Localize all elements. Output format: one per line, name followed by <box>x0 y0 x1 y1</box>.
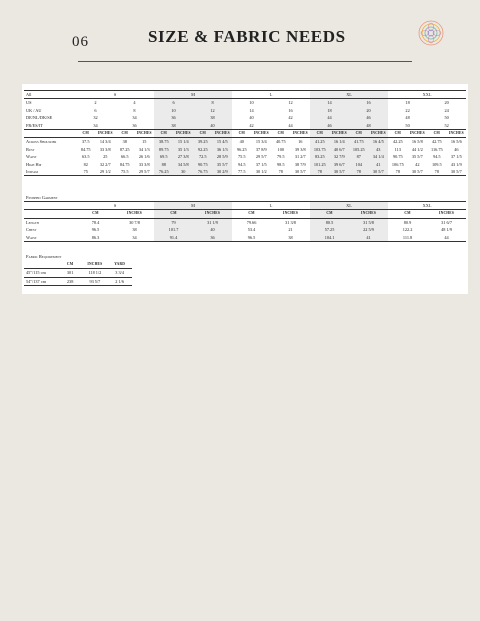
size-value: 10 <box>249 100 254 106</box>
size-value: 42 <box>288 115 293 121</box>
garment-unit-header: INCHES <box>193 210 232 218</box>
size-value: 22 <box>405 107 410 113</box>
measurement-value: 30 1/2 <box>252 168 272 176</box>
unit-header: INCHES <box>291 130 311 138</box>
measurement-value: 16 5/6 <box>450 139 462 145</box>
measurement-value: 35 5/7 <box>411 154 423 160</box>
size-system-label: All <box>24 91 76 99</box>
size-value: 14 <box>249 107 254 113</box>
measurement-value: 42 <box>415 161 420 167</box>
measurement-value: 78 <box>310 168 330 176</box>
measurement-value: 16 <box>298 139 303 145</box>
measurement-label: High Hip <box>26 161 42 167</box>
garment-unit-header: INCHES <box>271 210 310 218</box>
size-value: 44 <box>271 122 310 130</box>
garment-unit-header: INCHES <box>427 210 466 218</box>
garment-value: 36 <box>193 234 232 242</box>
measurement-value: 100 <box>277 146 284 152</box>
measurement-value: 75.5 <box>238 154 246 160</box>
fabric-requirement-heading: Fabric Requirement <box>26 254 62 259</box>
size-value: 40 <box>193 122 232 130</box>
unit-header-row <box>24 130 466 138</box>
measurement-value: 41.25 <box>310 138 330 146</box>
garment-unit-header: CM <box>232 210 271 218</box>
measurement-value: 40 6/7 <box>330 146 350 153</box>
measurement-value: 34 1/4 <box>369 153 389 160</box>
size-value: 46 <box>349 114 388 121</box>
unit-header: INCHES <box>330 130 350 138</box>
measurement-row <box>24 138 466 146</box>
size-value: 50 <box>444 115 449 121</box>
garment-unit-header: CM <box>76 210 115 218</box>
fabric-row <box>24 269 132 277</box>
measurement-value: 94.5 <box>433 154 441 160</box>
measurement-value: 101.25 <box>310 161 330 168</box>
garment-value: 101.7 <box>154 226 193 233</box>
size-value: 18 <box>405 100 410 106</box>
measurement-value: 116.75 <box>430 146 443 152</box>
unit-header: INCHES <box>252 130 272 138</box>
measurement-value: 78 <box>271 168 291 176</box>
measurement-row <box>24 168 466 176</box>
measurement-value: 40.75 <box>275 139 286 145</box>
measurement-value: 103.75 <box>310 146 330 153</box>
size-header: L <box>232 91 310 99</box>
garment-row <box>24 218 466 226</box>
fabric-width-label: 45"/115 cm <box>24 269 58 277</box>
measurement-value: 30 5/7 <box>291 168 311 176</box>
garment-value: 86.3 <box>76 234 115 242</box>
garment-row <box>24 234 466 242</box>
measurement-value: 37 8/9 <box>255 146 267 152</box>
page-title: SIZE & FABRIC NEEDS <box>148 27 346 46</box>
size-value: 10 <box>154 107 193 114</box>
measurement-value: 79.5 <box>277 154 285 160</box>
measurement-value: 28 5/9 <box>213 153 233 160</box>
garment-value: 31 6/7 <box>441 219 452 225</box>
size-header: XL <box>310 91 388 99</box>
garment-label: Chest <box>26 227 37 233</box>
garment-label: Waist <box>24 234 76 242</box>
size-value: 4 <box>133 100 136 106</box>
measurement-value: 88 <box>154 161 174 168</box>
measurement-value: 25 <box>103 154 108 160</box>
measurement-value: 46 <box>454 146 459 152</box>
measurement-value: 16 5/8 <box>411 139 423 145</box>
unit-header: INCHES <box>174 130 194 138</box>
garment-value: 30 7/8 <box>129 219 140 225</box>
size-value: 14 <box>310 99 349 107</box>
size-value: 6 <box>154 99 193 107</box>
fabric-header-blank <box>24 261 58 269</box>
garment-value: 91.4 <box>154 234 193 242</box>
measurement-value: 66.5 <box>120 154 129 160</box>
size-header: XXL <box>388 91 466 99</box>
body-measurement-table <box>24 90 466 176</box>
size-value: 52 <box>427 122 466 130</box>
size-value: 16 <box>288 107 293 113</box>
unit-header: CM <box>310 130 330 138</box>
size-value: 20 <box>444 100 449 106</box>
measurement-value: 15 1/4 <box>174 138 194 146</box>
fabric-value: 118 1/2 <box>83 269 108 277</box>
measurement-value: 105.25 <box>349 146 369 153</box>
measurement-row <box>24 146 466 153</box>
measurement-value: 36 1/3 <box>213 146 233 153</box>
measurement-value: 38 <box>122 139 127 145</box>
garment-label: Length <box>26 219 39 225</box>
measurement-value: 31 2/7 <box>294 154 306 160</box>
fabric-header: CM <box>58 261 83 269</box>
measurement-value: 41 <box>369 161 389 168</box>
measurement-value: 30 5/7 <box>447 168 467 176</box>
measurement-value: 89.75 <box>154 146 174 153</box>
unit-header: INCHES <box>135 130 155 138</box>
size-value: 46 <box>310 122 349 130</box>
measurement-value: 38.75 <box>154 138 174 146</box>
measurement-value: 98.5 <box>277 161 285 167</box>
garment-value: 38 <box>271 234 310 242</box>
garment-value: 41 <box>349 234 388 242</box>
measurement-value: 109.5 <box>431 161 442 167</box>
measurement-value: 30 <box>174 168 194 176</box>
measurement-value: 75.5 <box>115 168 135 176</box>
measurement-value: 90.75 <box>193 161 213 168</box>
garment-value: 48 1/9 <box>441 227 452 233</box>
garment-size-header: XXL <box>388 202 466 210</box>
measurement-value: 78 <box>427 168 447 176</box>
garment-value: 44 <box>427 234 466 242</box>
garment-value: 22 5/9 <box>349 226 388 233</box>
size-system-label: DE/NL/DK/SE <box>26 115 53 121</box>
measurement-value: 78 <box>349 168 369 176</box>
garment-size-header: M <box>154 202 232 210</box>
garment-unit-row <box>24 210 466 218</box>
measurement-label: Across Shoulder <box>26 139 57 145</box>
measurement-value: 37.5 <box>81 139 90 145</box>
fabric-header: YARD <box>107 261 132 269</box>
unit-header: CM <box>349 130 369 138</box>
size-value: 40 <box>249 115 254 121</box>
measurement-value: 30 5/7 <box>369 168 389 176</box>
measurement-value: 32 2/7 <box>99 161 111 167</box>
unit-header: CM <box>388 130 408 138</box>
size-value: 12 <box>288 100 293 106</box>
garment-size-blank <box>24 202 76 210</box>
garment-size-header: S <box>76 202 154 210</box>
size-row <box>24 107 466 114</box>
measurement-value: 42.25 <box>392 139 403 145</box>
size-system-label: FR/ES/IT <box>24 122 76 130</box>
fabric-row <box>24 277 132 285</box>
fabric-value: 238 <box>58 277 83 285</box>
measurement-value: 39 6/7 <box>330 161 350 168</box>
fabric-value: 2 1/6 <box>107 277 132 285</box>
garment-unit-header: INCHES <box>115 210 154 218</box>
garment-value: 21 <box>288 227 293 233</box>
garment-value: 80.5 <box>310 218 349 226</box>
measurement-value: 34 1/3 <box>138 146 150 152</box>
unit-header: CM <box>193 130 213 138</box>
measurement-value: 42.75 <box>431 139 442 145</box>
measurement-value: 14 3/4 <box>99 139 111 145</box>
size-system-label: US <box>26 100 32 106</box>
measurement-value: 33 3/8 <box>138 161 150 167</box>
size-value: 42 <box>232 122 271 130</box>
size-value: 12 <box>193 107 232 114</box>
measurement-value: 39.25 <box>193 138 213 146</box>
measurement-value: 15 4/5 <box>213 138 233 146</box>
size-value: 16 <box>349 99 388 107</box>
size-row <box>24 114 466 121</box>
measurement-value: 39 3/8 <box>294 146 306 152</box>
garment-value: 31 1/9 <box>193 218 232 226</box>
size-row <box>24 122 466 130</box>
measurement-value: 94.5 <box>238 161 246 167</box>
unit-header: CM <box>115 130 135 138</box>
measurement-label: Bust <box>26 146 35 152</box>
size-value: 36 <box>115 122 154 130</box>
garment-value: 111.8 <box>388 234 427 242</box>
measurement-value: 26 1/6 <box>138 154 150 160</box>
measurement-value: 30 2/9 <box>213 168 233 176</box>
measurement-value: 35 5/7 <box>213 161 233 168</box>
measurement-value: 72.5 <box>193 153 213 160</box>
measurement-value: 92.25 <box>193 146 213 153</box>
mandala-logo-icon <box>418 20 444 46</box>
measurement-value: 33 3/8 <box>99 146 111 152</box>
garment-unit-header: CM <box>154 210 193 218</box>
size-value: 48 <box>349 122 388 130</box>
measurement-value: 40 <box>239 139 244 145</box>
garment-value: 38 <box>132 227 137 233</box>
measurement-value: 29 5/7 <box>135 168 155 176</box>
garment-unit-blank <box>24 210 76 218</box>
size-row <box>24 99 466 107</box>
unit-header: CM <box>76 130 96 138</box>
measurement-value: 15 <box>142 139 147 145</box>
measurement-value: 29 5/7 <box>255 154 267 160</box>
unit-header: CM <box>232 130 252 138</box>
size-value: 44 <box>310 114 349 121</box>
garment-value: 31 3/8 <box>285 219 296 225</box>
measurement-value: 16 4/5 <box>369 138 389 146</box>
measurement-value: 30 5/7 <box>408 168 428 176</box>
measurement-label: Inseam <box>24 168 76 176</box>
size-value: 38 <box>154 122 193 130</box>
measurement-value: 43 <box>369 146 389 153</box>
page-number: 06 <box>72 34 89 50</box>
size-value: 24 <box>444 107 449 113</box>
size-value: 48 <box>405 115 410 121</box>
garment-row <box>24 226 466 233</box>
garment-unit-header: INCHES <box>349 210 388 218</box>
unit-header: INCHES <box>369 130 389 138</box>
measurement-value: 44 1/2 <box>411 146 423 152</box>
measurement-value: 32 7/9 <box>330 153 350 160</box>
size-chart-sheet <box>22 84 468 294</box>
measurement-row <box>24 161 466 168</box>
measurement-value: 90.75 <box>392 154 403 160</box>
size-value: 50 <box>388 122 427 130</box>
size-system-label: UK / AU <box>26 107 42 113</box>
measurement-value: 78 <box>388 168 408 176</box>
measurement-value: 37 1/5 <box>450 154 462 160</box>
measurement-value: 29 1/2 <box>96 168 116 176</box>
finished-garment-table <box>24 201 466 242</box>
size-value: 2 <box>94 100 97 106</box>
garment-value: 104.1 <box>310 234 349 242</box>
garment-size-header: L <box>232 202 310 210</box>
garment-value: 79 <box>154 218 193 226</box>
measurement-value: 37 1/5 <box>255 161 267 167</box>
unit-header: INCHES <box>96 130 116 138</box>
fabric-requirement-table <box>24 261 132 286</box>
garment-unit-header: CM <box>310 210 349 218</box>
measurement-label: Waist <box>26 154 37 160</box>
size-value: 6 <box>94 107 97 113</box>
garment-value: 34 <box>115 234 154 242</box>
measurement-value: 76.25 <box>154 168 174 176</box>
size-value: 18 <box>310 107 349 114</box>
fabric-value: 301 <box>58 269 83 277</box>
measurement-value: 34 5/8 <box>174 161 194 168</box>
measurement-value: 63.5 <box>81 154 90 160</box>
unit-header: CM <box>427 130 447 138</box>
garment-value: 40 <box>193 226 232 233</box>
size-value: 8 <box>133 107 136 113</box>
fabric-header-row <box>24 261 132 269</box>
measurement-value: 104 <box>349 161 369 168</box>
fabric-value: 93 5/7 <box>83 277 108 285</box>
garment-value: 31 5/8 <box>349 218 388 226</box>
unit-header: CM <box>271 130 291 138</box>
garment-value: 80.9 <box>403 219 412 225</box>
measurement-value: 16 1/4 <box>330 138 350 146</box>
finished-garment-heading: Finished Garment <box>26 195 58 200</box>
measurement-value: 69.5 <box>154 153 174 160</box>
measurement-value: 83.25 <box>310 153 330 160</box>
measurement-value: 87.25 <box>119 146 130 152</box>
measurement-value: 96.25 <box>236 146 247 152</box>
measurement-value: 106.75 <box>391 161 404 167</box>
garment-value: 96.5 <box>232 234 271 242</box>
unit-header: CM <box>154 130 174 138</box>
measurement-value: 15 3/4 <box>255 139 267 145</box>
measurement-value: 84.75 <box>119 161 130 167</box>
measurement-value: 35 1/3 <box>174 146 194 153</box>
garment-value: 78.4 <box>91 219 100 225</box>
unit-header: INCHES <box>447 130 467 138</box>
garment-unit-header: CM <box>388 210 427 218</box>
measurement-value: 30 5/7 <box>330 168 350 176</box>
garment-size-header: XL <box>310 202 388 210</box>
measurement-value: 87 <box>349 153 369 160</box>
measurement-value: 43 1/9 <box>450 161 462 167</box>
fabric-width-label: 54"/137 cm <box>24 277 58 285</box>
measurement-value: 77.5 <box>232 168 252 176</box>
size-value: 8 <box>193 99 232 107</box>
garment-value: 57.25 <box>310 226 349 233</box>
garment-size-row <box>24 202 466 210</box>
size-row <box>24 91 466 99</box>
garment-value: 122.2 <box>402 227 413 233</box>
size-header: M <box>154 91 232 99</box>
fabric-header: INCHES <box>83 261 108 269</box>
size-header: S <box>76 91 154 99</box>
size-value: 36 <box>154 114 193 121</box>
size-value: 38 <box>193 114 232 121</box>
measurement-value: 113 <box>394 146 401 152</box>
unit-header-blank <box>24 130 76 138</box>
size-value: 32 <box>93 115 98 121</box>
measurement-value: 27 3/8 <box>174 153 194 160</box>
title-rule <box>78 61 412 62</box>
unit-header: INCHES <box>213 130 233 138</box>
garment-value: 53.4 <box>247 227 256 233</box>
size-value: 34 <box>132 115 137 121</box>
size-value: 20 <box>349 107 388 114</box>
measurement-value: 84.75 <box>80 146 91 152</box>
fabric-value: 3 3/4 <box>107 269 132 277</box>
measurement-value: 76.75 <box>193 168 213 176</box>
unit-header: INCHES <box>408 130 428 138</box>
garment-value: 79.66 <box>246 219 257 225</box>
measurement-value: 75 <box>76 168 96 176</box>
measurement-value: 38 7/9 <box>294 161 306 167</box>
size-value: 34 <box>76 122 115 130</box>
measurement-row <box>24 153 466 160</box>
measurement-value: 82 <box>83 161 88 167</box>
garment-value: 96.5 <box>91 227 100 233</box>
measurement-value: 41.75 <box>349 138 369 146</box>
